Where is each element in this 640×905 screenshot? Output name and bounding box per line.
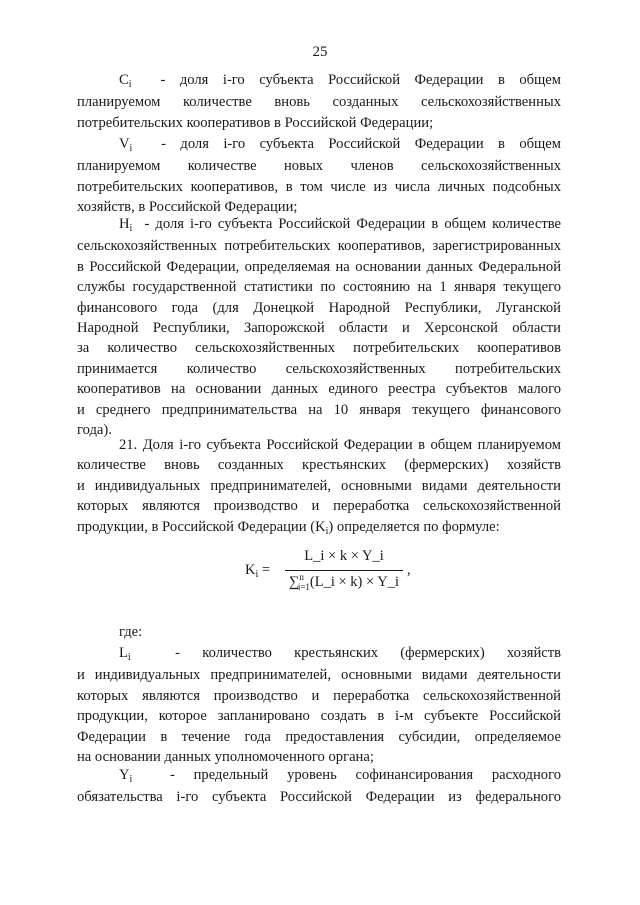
line-text: - доля i-го субъекта Российской Федерации в общем количестве bbox=[144, 216, 561, 232]
symbol-y: Y bbox=[119, 767, 130, 783]
text-line: и среднего предпринимательства на 10 января текущего финансового bbox=[77, 401, 561, 418]
symbol-k: K bbox=[315, 518, 326, 535]
text-line bbox=[77, 134, 561, 156]
paragraph-h bbox=[77, 214, 561, 440]
text-line: 21. Доля i-го субъекта Российской Федерации в общем планируемом bbox=[119, 437, 561, 453]
symbol-v: V bbox=[119, 136, 130, 152]
line-text: - количество крестьянских (фермерских) хозяйств bbox=[175, 645, 562, 661]
fraction-bar bbox=[285, 570, 403, 571]
formula-lhs-symbol: K bbox=[245, 562, 256, 578]
text-line: планируемом количестве вновь созданных сельскохозяйственных bbox=[77, 94, 561, 111]
paragraph-21 bbox=[77, 435, 561, 539]
symbol-l: L bbox=[119, 645, 128, 661]
formula-lhs bbox=[245, 562, 270, 579]
formula-equals: = bbox=[261, 562, 271, 578]
sum-sign: ∑ bbox=[288, 574, 300, 590]
text-line: которых являются производство и переработка сельскохозяйственной bbox=[77, 498, 561, 515]
text-line bbox=[77, 517, 561, 539]
text-line: за количество сельскохозяйственных потребительских кооперативов bbox=[77, 340, 561, 357]
paragraph-y bbox=[77, 765, 561, 808]
text-line: количестве вновь созданных крестьянских (фермерских) хозяйств bbox=[77, 457, 561, 474]
formula-numerator: L_i × k × Y_i bbox=[304, 548, 384, 564]
text-line: обязательства i-го субъекта Российской Федерации из федерального bbox=[77, 789, 561, 806]
symbol-h: H bbox=[119, 216, 130, 232]
symbol-subscript: i bbox=[127, 652, 131, 663]
symbol-c: C bbox=[119, 72, 129, 88]
text-line: планируемом количестве новых членов сельскохозяйственных bbox=[77, 158, 561, 175]
formula-comma: , bbox=[407, 562, 411, 578]
symbol-subscript: i bbox=[129, 774, 133, 785]
text-line: хозяйств, в Российской Федерации; bbox=[77, 199, 298, 216]
paragraph-c bbox=[77, 70, 561, 133]
line-text: продукции, в Российской Федерации ( bbox=[77, 518, 316, 535]
paragraph-l bbox=[77, 643, 561, 767]
text-line: продукции, которое запланировано создать в i-м субъекте Российской bbox=[77, 708, 561, 725]
text-line: года). bbox=[77, 422, 112, 439]
symbol-subscript: i bbox=[128, 79, 132, 90]
text-line: и индивидуальных предпринимателей, основными видами деятельности bbox=[77, 667, 561, 684]
text-line: на основании данных уполномоченного органа; bbox=[77, 749, 374, 766]
text-line: Федерации в течение года предоставления субсидии, определяемое bbox=[77, 728, 561, 745]
text-line: сельскохозяйственных потребительских кооперативов, зарегистрированных bbox=[77, 238, 561, 255]
formula-k bbox=[245, 548, 415, 604]
text-line: которых являются производство и переработка сельскохозяйственной bbox=[77, 687, 561, 704]
symbol-subscript: i bbox=[325, 525, 329, 537]
text-line: службы государственной статистики по состоянию на 1 января текущего bbox=[77, 279, 561, 296]
text-line: потребительских кооперативов в Российской Федерации; bbox=[77, 114, 434, 131]
paragraph-v bbox=[77, 134, 561, 218]
text-line: потребительских кооперативов, в том числе из числа личных подсобных bbox=[77, 178, 561, 195]
line-text: - доля i-го субъекта Российской Федерации в общем bbox=[161, 136, 561, 152]
sum-lower-limit: i=1 bbox=[297, 582, 310, 592]
line-text: ) определяется по формуле: bbox=[328, 518, 500, 535]
text-line bbox=[77, 643, 561, 665]
line-text: - доля i-го субъекта Российской Федерации в общем bbox=[160, 72, 562, 88]
sum-upper-limit: n bbox=[299, 572, 304, 582]
text-line: принимается количество сельскохозяйственных потребительских bbox=[77, 360, 561, 377]
text-line: кооперативов на основании данных единого реестра субъектов малого bbox=[77, 381, 561, 398]
text-line bbox=[77, 70, 561, 92]
formula-denominator bbox=[285, 574, 403, 591]
symbol-subscript: i bbox=[129, 223, 133, 234]
formula-lhs-subscript: i bbox=[255, 569, 259, 580]
text-line: и индивидуальных предпринимателей, основными видами деятельности bbox=[77, 477, 561, 494]
denominator-body: (L_i × k) × Y_i bbox=[309, 574, 400, 590]
text-line bbox=[77, 214, 561, 236]
text-line: в Российской Федерации, определяемая на основании данных Федеральной bbox=[77, 258, 561, 275]
text-line: финансового года (для Донецкой Народной Республики, Луганской bbox=[77, 299, 561, 316]
text-line bbox=[77, 765, 561, 787]
symbol-subscript: i bbox=[129, 143, 133, 154]
where-label: где: bbox=[119, 624, 143, 640]
page-number: 25 bbox=[312, 44, 328, 60]
text-line: Народной Республики, Запорожской области и Херсонской области bbox=[77, 320, 561, 337]
line-text: - предельный уровень софинансирования расходного bbox=[169, 767, 562, 783]
